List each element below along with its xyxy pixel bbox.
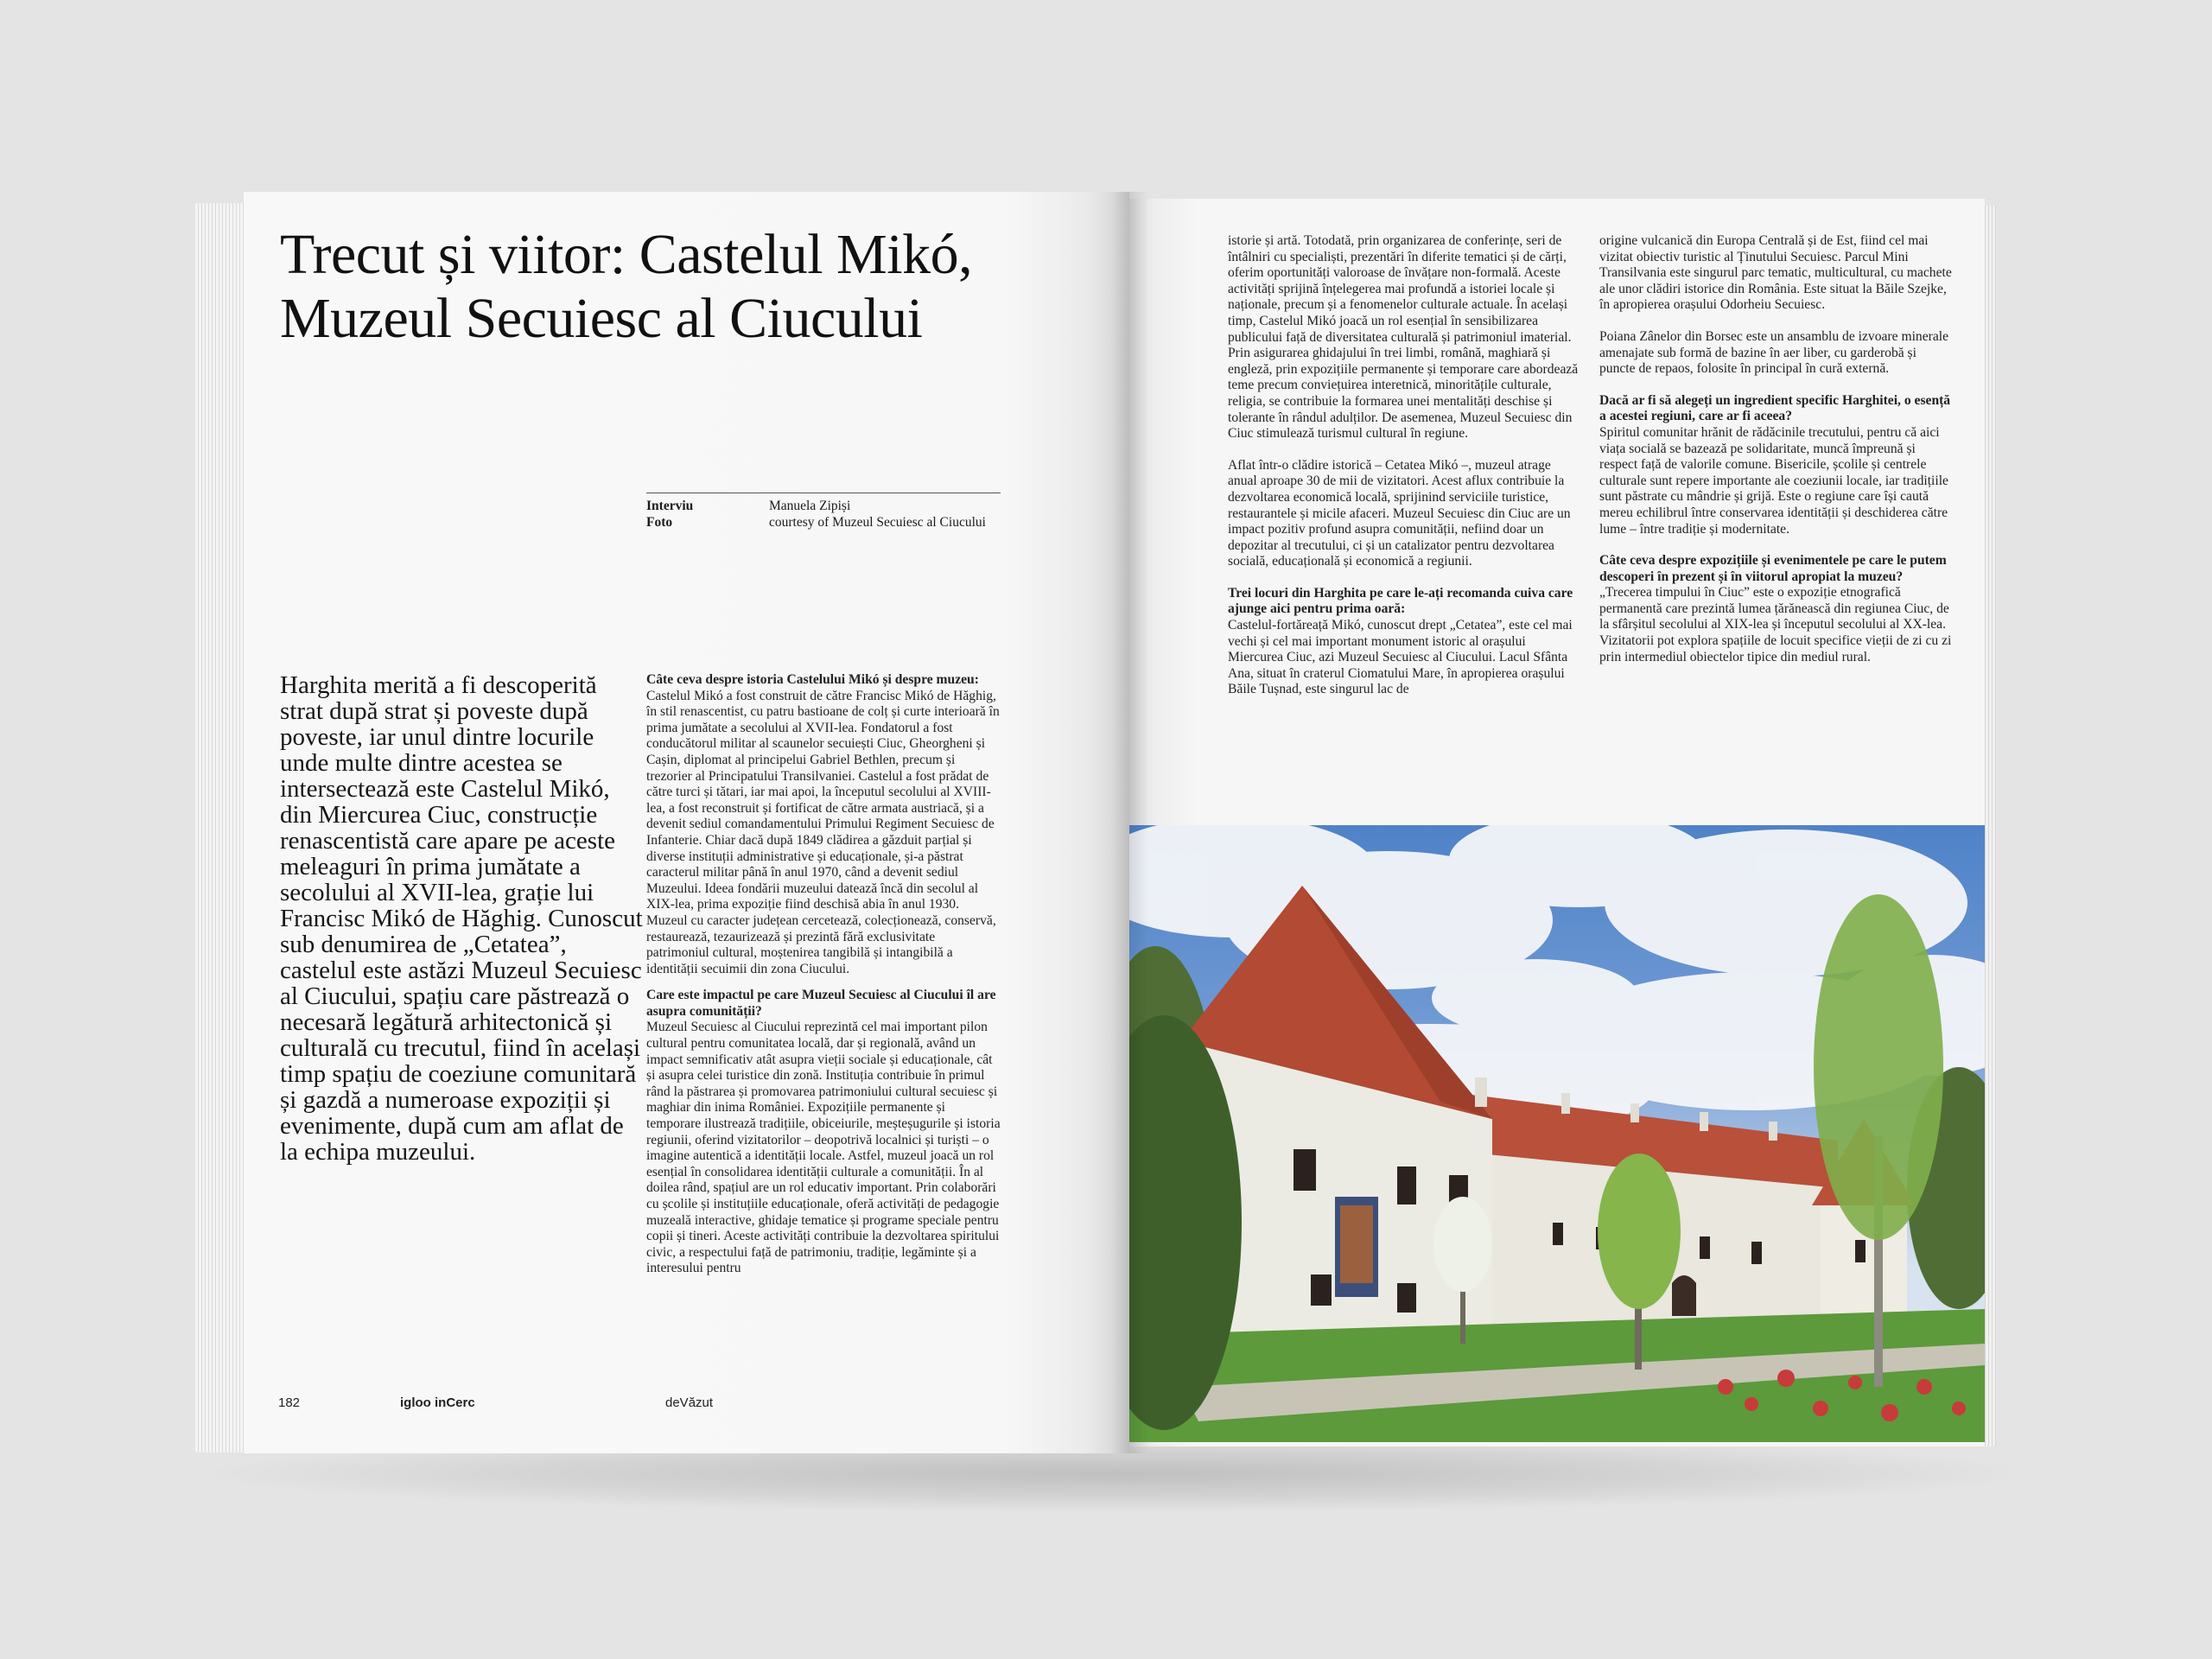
answer: Aflat într-o clădire istorică – Cetatea Mikó –, muzeul atrage anual aproape 30 de mii de vizitatori. Acest aflux contribuie la dezvoltarea economică locală, sprijinind serviciile turistice, restaurantele și micile afaceri. Muzeul Secuiesc din Ciuc are un impact pozitiv profund asupra comunității, nefiind doar un depozitar al trecutului, ci și un catalizator pentru dezvoltarea socială, educațională și economică a regiunii. — [1228, 457, 1571, 569]
answer: Poiana Zânelor din Borsec este un ansamblu de izvoare minerale amenajate sub formă de bazine în aer liber, cu garderobă și puncte de repaos, folosite în principal în cură externă. — [1599, 328, 1948, 377]
answer: Castelul Mikó a fost construit de către Francisc Mikó de Hăghig, în stil renascentist, cu patru bastioane de colț și curte interioară în prima jumătate a secolului al XVII-lea. Fondatorul a fost conducătorul militar al scaunelor secuiești Ciuc, Gheorgheni și Cașin, diplomat al principelui Gabriel Bethlen, precum și trezorier al Principatului Transilvaniei. Castelul a fost prădat de către turci și tătari, iar mai apoi, la începutul secolului al XVIII-lea, a fost reconstruit și fortificat de către armata austriacă, și a devenit sediul comandamentului Primului Regiment Secuiesc de Infanterie. Chiar dacă după 1849 clădirea a găzduit parțial și diverse instituții administrative și educaționale, și-a păstrat caracterul militar până în anul 1970, când a devenit sediul Muzeului. Ideea fondării muzeului datează încă din secolul al XIX-lea, prima expoziție fiind deschisă abia în anul 1930. Muzeul cu caracter județean cercetează, colecționează, conservă, restaurează, tezaurizează și prezintă fără exclusivitate patrimoniul cultural, moștenirea tangibilă și intangibilă a identității secuimii din zona Ciucului. — [646, 688, 1000, 976]
answer: Muzeul Secuiesc al Ciucului reprezintă cel mai important pilon cultural pentru comunitatea locală, dar și regională, având un impact semnificativ atât asupra vieții sociale și educaționale, cât și asupra celei turistice din zonă. Instituția contribuie în primul rând la păstrarea și promovarea patrimoniului cultural secuiesc și maghiar din inima României. Expozițiile permanente și temporare ilustrează tradițiile, obiceiurile, meșteșugurile și istoria regiunii, oferind vizitatorilor – deopotrivă localnici și turiști – o imagine autentică a identității locale. Astfel, muzeul joacă un rol esențial în consolidarea identității culturale a comunității. În al doilea rând, spațiul are un rol educativ important. Prin colaborări cu școlile și instituțiile educaționale, oferă activități de pedagogie muzeală interactive, ghidaje tematice și programe speciale pentru copii și tineri. Aceste activități contribuie la dezvoltarea spiritului civic, a respectului față de patrimoniu, tradiție, legăminte și a interesului pentru — [646, 1020, 1001, 1276]
credit-label: Foto — [646, 515, 673, 530]
book-gutter — [1110, 192, 1148, 1453]
interview-column-left — [646, 672, 1001, 1287]
castle-illustration — [1129, 825, 1985, 1442]
credit-value: Manuela Zipiși — [769, 499, 851, 513]
credit-row — [646, 514, 1001, 531]
credit-row — [646, 498, 1001, 514]
question: Câte ceva despre istoria Castelului Mikó și despre muzeu: — [646, 672, 979, 687]
question: Dacă ar fi să alegeți un ingredient specific Harghitei, o esență a acestei regiuni, care ar fi aceea? — [1599, 392, 1951, 424]
entrance-door — [1672, 1275, 1696, 1316]
interview-column-right-2 — [1599, 233, 1954, 681]
credits-block — [646, 498, 1001, 531]
castle-photo — [1129, 825, 1985, 1442]
right-page — [1129, 199, 1985, 1446]
left-page — [244, 192, 1129, 1453]
answer: Castelul-fortăreață Mikó, cunoscut drept „Cetatea”, este cel mai vechi și cel mai important monument istoric al orașului Miercurea Ciuc, azi Muzeul Secuiesc al Ciucului. Lacul Sfânta Ana, situat în craterul Ciomatului Mare, în apropierea orașului Băile Tușnad, este singurul lac de — [1228, 618, 1573, 697]
article-title — [280, 223, 1058, 351]
question: Care este impactul pe care Muzeul Secuiesc al Ciucului îl are asupra comunității? — [646, 988, 996, 1019]
article-title-line2: Muzeul Secuiesc al Ciucului — [280, 287, 923, 350]
question: Câte ceva despre expozițiile și evenimentele pe care le putem descoperi în prezent și în viitorul apropiat la muzeu? — [1599, 553, 1947, 584]
intro-paragraph: Harghita merită a fi descoperită strat după strat și poveste după poveste, iar unul dintre locurile unde multe dintre acestea se intersectează este Castelul Mikó, din Miercurea Ciuc, construcție renascentistă care apare pe aceste meleaguri în prima jumătate a secolului al XVII-lea, grație lui Francisc Mikó de Hăghig. Cunoscut sub denumirea de „Cetatea”, castelul este astăzi Muzeul Secuiesc al Ciucului, spațiu care păstrează o necesară legătură arhitectonică și culturală cu trecutul, fiind în același timp spațiu de coeziune comunitară și gazdă a numeroase expoziții și evenimente, după cum am aflat de la echipa muzeului. — [280, 671, 643, 1166]
magazine-brand: igloo inCerc — [400, 1395, 475, 1410]
credit-value: courtesy of Muzeul Secuiesc al Ciucului — [769, 515, 986, 530]
credit-label: Interviu — [646, 499, 694, 513]
answer: istorie și artă. Totodată, prin organizarea de conferințe, seri de întâlniri cu specialiști, prezentări în diferite tematici și de cărți, oferim oportunități valoroase de învățare non-formală. Aceste activități sprijină înțelegerea mai profundă a istoriei locale și naționale, precum și a fenomenelor culturale actuale. În același timp, Castelul Mikó joacă un rol esențial în sensibilizarea publicului față de diversitatea culturală și patrimoniul imaterial. Prin asigurarea ghidajului în trei limbi, română, maghiară și engleză, prin expozițiile permanente și temporare care abordează teme precum conviețuirea interetnică, minoritățile culturale, religia, se contribuie la formarea unei mentalități deschise și tolerante în rândul adulților. De asemenea, Muzeul Secuiesc din Ciuc stimulează turismul cultural în regiune. — [1228, 233, 1579, 442]
page-number: 182 — [278, 1395, 301, 1410]
section-name: deVăzut — [665, 1395, 714, 1410]
answer: „Trecerea timpului în Ciuc” este o expoziție etnografică permanentă care prezintă lumea țărănească din regiunea Ciuc, de la sfârșitul secolului al XIX-lea și începutul secolului al XX-lea. Vizitatorii pot explora spațiile de locuit specifice vieții de zi cu zi prin intermediul obiectelor tipice din mediul rural. — [1599, 585, 1952, 664]
page-edges-left — [195, 203, 247, 1452]
interview-column-right-1 — [1228, 233, 1582, 714]
article-title-line1: Trecut și viitor: Castelul Mikó, — [280, 223, 973, 286]
answer: origine vulcanică din Europa Centrală și de Est, fiind cel mai vizitat obiectiv turistic al Ținutului Secuiesc. Parcul Mini Transilvania este singurul parc tematic, multicultural, cu machete ale unor clădiri istorice din România. Este situat la Băile Szejke, în apropierea orașului Odorheiu Secuiesc. — [1599, 233, 1952, 313]
answer: Spiritul comunitar hrănit de rădăcinile trecutului, pentru că aici viața socială se bazează pe solidaritate, muncă împreună și respect față de valorile comune. Bisericile, școlile și centrele culturale sunt repere importante ale coeziunii locale, iar tradițiile sunt păstrate cu mândrie și grijă. Este o regiune care își caută mereu echilibrul între conservarea identității și deschiderea către lume – între tradiție și modernitate. — [1599, 424, 1948, 537]
question: Trei locuri din Harghita pe care le-ați recomanda cuiva care ajunge aici pentru prima oară: — [1228, 585, 1573, 617]
